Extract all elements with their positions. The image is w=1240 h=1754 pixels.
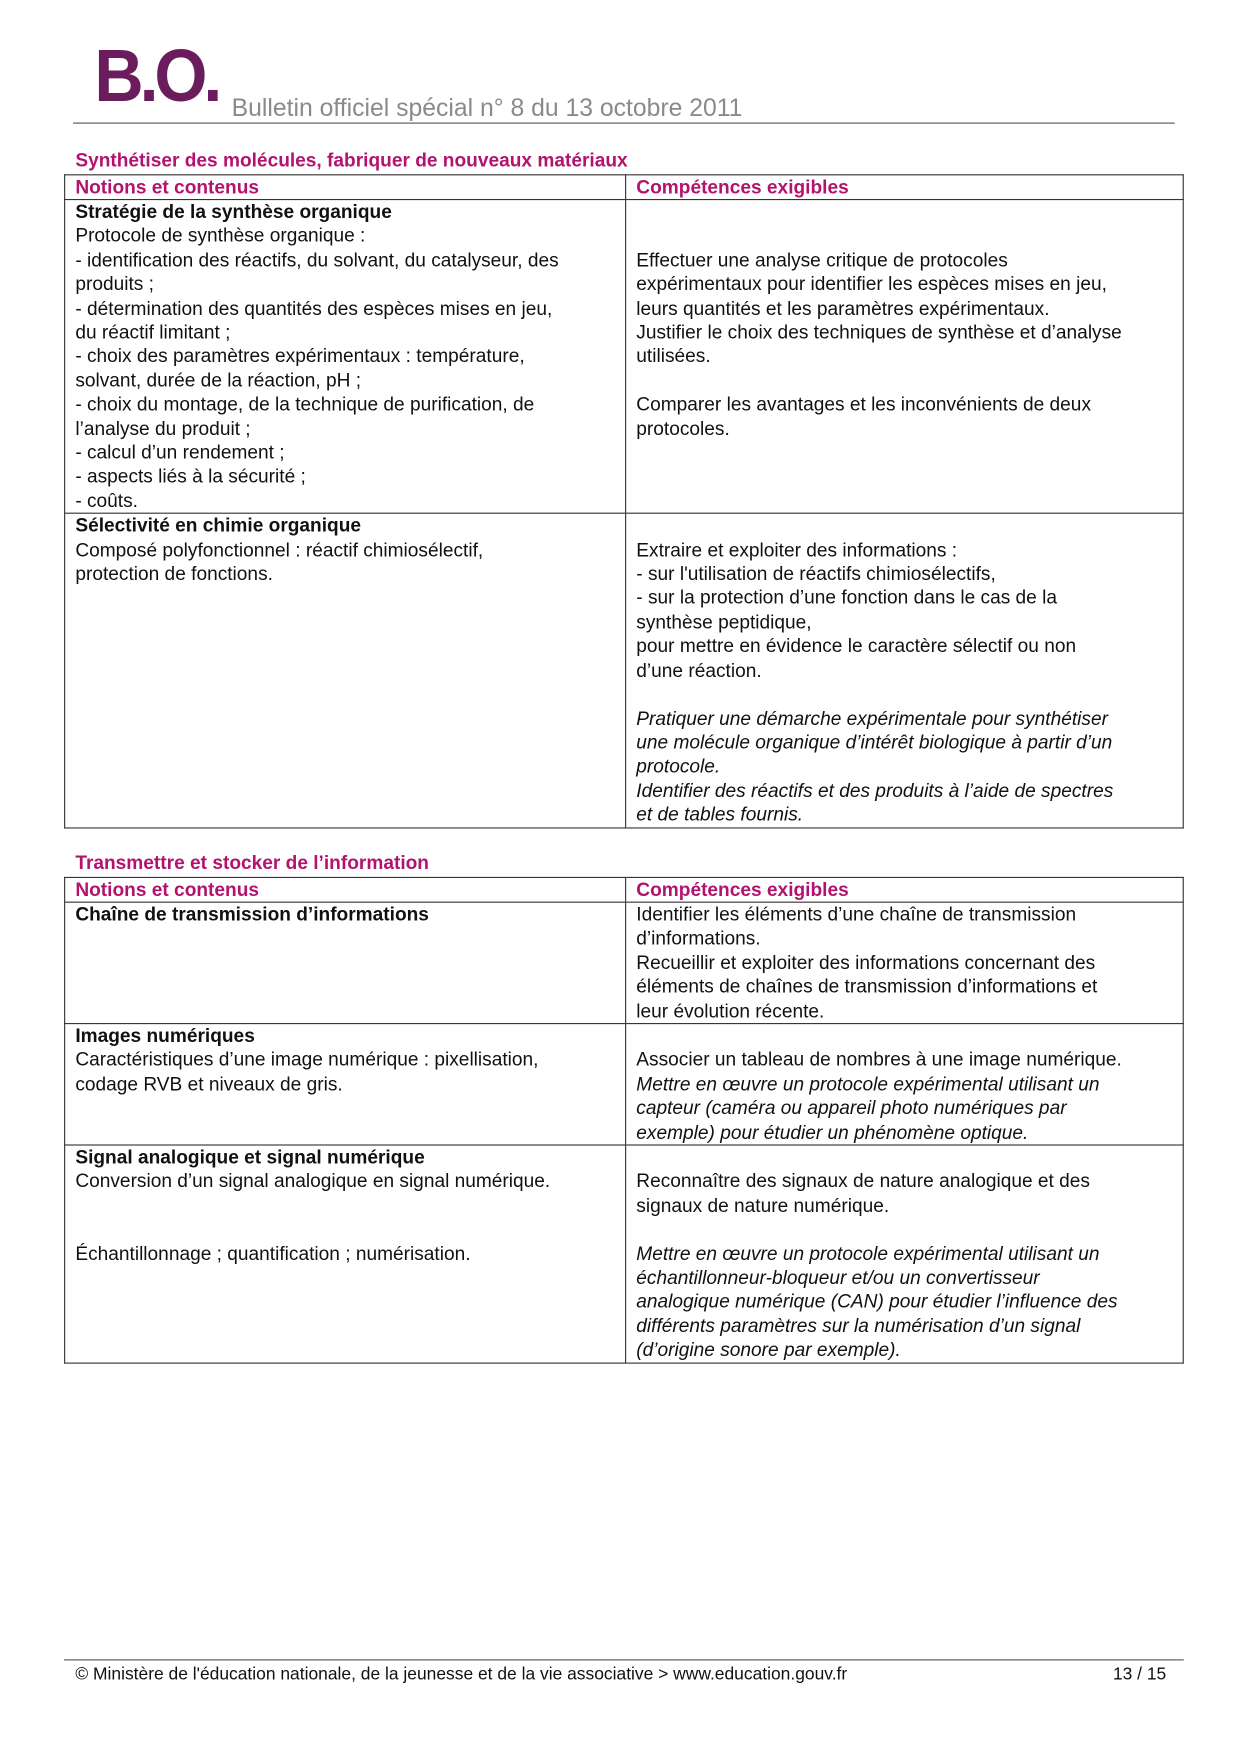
cell-text-line: codage RVB et niveaux de gris. xyxy=(75,1073,343,1095)
bo-logo: B.O. xyxy=(94,33,219,117)
footer-divider xyxy=(64,1659,1184,1660)
cell-text-line: synthèse peptidique, xyxy=(636,611,812,633)
cell-heading: Sélectivité en chimie organique xyxy=(75,515,362,537)
cell-heading: Signal analogique et signal numérique xyxy=(75,1146,425,1169)
cell-text-line: expérimentaux pour identifier les espèces mises en jeu, xyxy=(636,273,1107,295)
cell-text-line: Reconnaître des signaux de nature analogique et des xyxy=(636,1170,1090,1193)
cell-text-line: exemple) pour étudier un phénomène optique. xyxy=(636,1121,1029,1143)
cell-text-line: leur évolution récente. xyxy=(636,1000,825,1022)
column-header-notions: Notions et contenus xyxy=(65,175,626,200)
footer-copyright: © Ministère de l'éducation nationale, de la jeunesse et de la vie associative > www.education.gouv.fr xyxy=(75,1664,848,1685)
competences-cell xyxy=(626,200,1184,514)
cell-text-line xyxy=(636,224,1173,248)
cell-text-line xyxy=(636,1146,1173,1170)
cell-text-line: analogique numérique (CAN) pour étudier l’influence des xyxy=(636,1291,1118,1313)
cell-text-line xyxy=(75,1194,616,1218)
cell-text-line: échantillonneur-bloqueur et/ou un convertisseur xyxy=(636,1267,1040,1289)
cell-text-line: Recueillir et exploiter des informations concernant des xyxy=(636,951,1096,974)
cell-text-line: Composé polyfonctionnel : réactif chimiosélectif, xyxy=(75,539,484,561)
cell-text-line: Mettre en œuvre un protocole expérimental utilisant un xyxy=(636,1073,1100,1095)
cell-text-line xyxy=(636,200,1173,224)
cell-text-line: Identifier les éléments d’une chaîne de transmission xyxy=(636,903,1077,926)
column-header-competences: Compétences exigibles xyxy=(626,877,1184,902)
cell-text-line: - choix des paramètres expérimentaux : température, xyxy=(75,345,525,367)
cell-text-line: signaux de nature numérique. xyxy=(636,1194,890,1217)
notions-cell xyxy=(65,1145,626,1363)
cell-heading: Chaîne de transmission d’informations xyxy=(75,903,429,926)
cell-text-line xyxy=(636,1024,1173,1048)
table-row xyxy=(65,902,1184,1023)
cell-text-line: éléments de chaînes de transmission d’informations et xyxy=(636,976,1098,998)
cell-text-line: - détermination des quantités des espèces mises en jeu, xyxy=(75,297,553,319)
cell-text-line: Conversion d’un signal analogique en signal numérique. xyxy=(75,1170,551,1193)
column-header-notions: Notions et contenus xyxy=(65,877,626,902)
cell-text-line: Caractéristiques d’une image numérique : pixellisation, xyxy=(75,1049,539,1071)
cell-text-line: capteur (caméra ou appareil photo numériques par xyxy=(636,1097,1067,1119)
table-row xyxy=(65,514,1184,828)
cell-text-line: Protocole de synthèse organique : xyxy=(75,225,366,247)
cell-text-line: l’analyse du produit ; xyxy=(75,417,251,440)
column-header-competences: Compétences exigibles xyxy=(626,175,1184,200)
section-title: Transmettre et stocker de l’information xyxy=(75,852,429,874)
cell-text-line: - identification des réactifs, du solvant, du catalyseur, des xyxy=(75,249,559,271)
cell-text-line: une molécule organique d’intérêt biologique à partir d’un xyxy=(636,731,1113,754)
cell-text-line: différents paramètres sur la numérisation d’un signal xyxy=(636,1315,1081,1337)
cell-text-line: protocole. xyxy=(636,755,721,778)
cell-text-line: pour mettre en évidence le caractère sélectif ou non xyxy=(636,635,1077,657)
cell-text-line: Justifier le choix des techniques de synthèse et d’analyse xyxy=(636,321,1122,343)
header-divider xyxy=(73,123,1175,124)
cell-heading: Images numériques xyxy=(75,1025,255,1047)
cell-text-line: (d’origine sonore par exemple). xyxy=(636,1339,901,1361)
bulletin-title: Bulletin officiel spécial n° 8 du 13 octobre 2011 xyxy=(231,93,743,122)
cell-text-line: Effectuer une analyse critique de protocoles xyxy=(636,249,1008,271)
page-number: 13 / 15 xyxy=(1112,1664,1167,1685)
cell-text-line: Identifier des réactifs et des produits à l’aide de spectres xyxy=(636,779,1114,802)
notions-cell xyxy=(65,1024,626,1145)
cell-text-line: - sur la protection d’une fonction dans le cas de la xyxy=(636,587,1058,609)
cell-text-line: - coûts. xyxy=(75,490,138,512)
cell-text-line: d’informations. xyxy=(636,927,761,950)
cell-heading: Stratégie de la synthèse organique xyxy=(75,201,392,223)
cell-text-line xyxy=(636,369,1173,393)
competences-cell xyxy=(626,1145,1184,1363)
notions-cell xyxy=(65,514,626,828)
cell-text-line: Comparer les avantages et les inconvénients de deux xyxy=(636,393,1092,416)
cell-text-line: produits ; xyxy=(75,273,154,295)
cell-text-line: - aspects liés à la sécurité ; xyxy=(75,465,306,488)
cell-text-line: et de tables fournis. xyxy=(636,803,804,826)
cell-text-line xyxy=(75,1218,616,1242)
cell-text-line: Associer un tableau de nombres à une image numérique. xyxy=(636,1049,1122,1071)
cell-text-line: protection de fonctions. xyxy=(75,563,273,585)
notions-cell xyxy=(65,902,626,1023)
cell-text-line: - calcul d’un rendement ; xyxy=(75,441,285,464)
competences-cell xyxy=(626,902,1184,1023)
cell-text-line: - choix du montage, de la technique de purification, de xyxy=(75,393,535,416)
table-row xyxy=(65,200,1184,514)
cell-text-line: d’une réaction. xyxy=(636,659,762,681)
cell-text-line xyxy=(636,683,1173,707)
cell-text-line: Mettre en œuvre un protocole expérimental utilisant un xyxy=(636,1242,1100,1265)
competences-cell xyxy=(626,514,1184,828)
cell-text-line: Échantillonnage ; quantification ; numérisation. xyxy=(75,1242,471,1265)
cell-text-line: protocoles. xyxy=(636,417,730,440)
cell-text-line: utilisées. xyxy=(636,345,711,367)
cell-text-line: Pratiquer une démarche expérimentale pour synthétiser xyxy=(636,707,1108,730)
section-title: Synthétiser des molécules, fabriquer de nouveaux matériaux xyxy=(75,149,628,171)
cell-text-line: du réactif limitant ; xyxy=(75,321,231,343)
program-table xyxy=(64,877,1184,1363)
competences-cell xyxy=(626,1024,1184,1145)
table-row xyxy=(65,1024,1184,1145)
program-table xyxy=(64,174,1184,828)
cell-text-line: Extraire et exploiter des informations : xyxy=(636,539,958,561)
cell-text-line xyxy=(636,1218,1173,1242)
cell-text-line xyxy=(636,514,1173,538)
cell-text-line: - sur l'utilisation de réactifs chimiosélectifs, xyxy=(636,563,996,585)
cell-text-line: leurs quantités et les paramètres expérimentaux. xyxy=(636,297,1050,319)
table-row xyxy=(65,1145,1184,1363)
notions-cell xyxy=(65,200,626,514)
cell-text-line: solvant, durée de la réaction, pH ; xyxy=(75,369,362,392)
